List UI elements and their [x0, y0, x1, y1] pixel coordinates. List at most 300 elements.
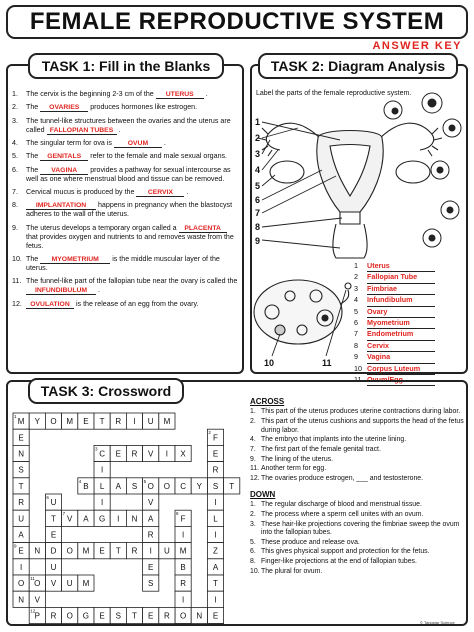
key-label[interactable]: Ovary	[367, 307, 435, 318]
question-text-before: Cervical mucus is produced by the	[26, 187, 135, 196]
crossword-cell[interactable]	[207, 462, 223, 478]
question-11	[12, 277, 240, 295]
crossword-cell[interactable]	[45, 559, 61, 575]
crossword-cell[interactable]	[29, 591, 45, 607]
crossword-cell[interactable]	[175, 478, 191, 494]
crossword-letter: O	[147, 481, 154, 491]
crossword-clue-number: 6	[46, 495, 49, 500]
clue-text: These hair-like projections covering the fimbriae sweep the ovum into the fallopian tubes.	[261, 520, 460, 536]
key-number: 4	[354, 295, 358, 305]
crossword-letter: M	[82, 546, 90, 556]
crossword-cell[interactable]	[13, 510, 29, 526]
crossword-cell[interactable]	[191, 607, 207, 623]
question-6	[12, 166, 240, 184]
crossword-letter: I	[214, 595, 217, 605]
crossword-cell[interactable]	[207, 591, 223, 607]
crossword-cell[interactable]	[45, 607, 61, 623]
key-item-10	[354, 364, 435, 375]
crossword-letter: M	[179, 546, 187, 556]
question-number: 3.	[12, 116, 18, 125]
crossword-cell[interactable]	[29, 413, 45, 429]
crossword-letter: I	[165, 449, 169, 459]
pointer-number-5: 5	[255, 181, 261, 191]
crossword-letter: F	[180, 514, 186, 524]
crossword-cell[interactable]	[110, 543, 126, 559]
answer-blank[interactable]: PLACENTA	[179, 225, 227, 233]
crossword-cell[interactable]	[143, 543, 159, 559]
crossword-clue-number: 2	[208, 430, 211, 436]
crossword-letter: S	[18, 465, 24, 475]
question-text	[26, 277, 240, 295]
pointer-number-1: 1	[255, 117, 261, 127]
crossword-cell[interactable]	[110, 413, 126, 429]
crossword-cell[interactable]	[78, 575, 94, 591]
crossword-cell[interactable]	[78, 478, 94, 494]
crossword-letter: R	[147, 530, 154, 540]
pointer-number-9: 9	[255, 236, 261, 246]
answer-blank[interactable]: MYOMETRIUM	[40, 256, 110, 264]
crossword-cell[interactable]	[13, 462, 29, 478]
down-clue-3	[250, 521, 464, 538]
question-number: 6.	[12, 165, 18, 174]
clue-number: 1.	[250, 408, 256, 416]
crossword-letter: A	[115, 481, 121, 491]
key-label[interactable]: Corpus Luteum	[367, 364, 435, 375]
pointer-number-11: 11	[322, 358, 332, 368]
crossword-cell[interactable]	[13, 591, 29, 607]
crossword-cell[interactable]	[207, 607, 223, 623]
crossword-letter: P	[34, 611, 40, 621]
question-text-after: produces hormones like estrogen.	[90, 103, 198, 112]
down-clue-list	[250, 501, 464, 576]
pointer-number-4: 4	[255, 165, 261, 175]
crossword-cell[interactable]	[62, 413, 78, 429]
crossword-cell[interactable]	[207, 494, 223, 510]
crossword-letter: U	[147, 417, 154, 427]
crossword-letter: U	[50, 498, 57, 508]
crossword-cell[interactable]	[126, 543, 142, 559]
crossword-cell[interactable]	[13, 494, 29, 510]
key-number: 11	[354, 375, 362, 385]
crossword-letter: D	[50, 546, 57, 556]
key-label[interactable]: Fallopian Tube	[367, 272, 435, 283]
pointer-number-3: 3	[255, 149, 261, 159]
across-clue-list	[250, 408, 464, 483]
crossword-cell[interactable]	[94, 607, 110, 623]
question-text-after: is the middle muscular layer of the uterus.	[26, 255, 220, 273]
crossword-cell[interactable]	[159, 478, 175, 494]
crossword-cell[interactable]	[126, 510, 142, 526]
down-clue-2	[250, 511, 464, 519]
across-clue-3	[250, 436, 464, 444]
question-number: 4.	[12, 138, 18, 147]
crossword-clue-number: 9	[14, 543, 17, 549]
down-clue-5	[250, 548, 464, 556]
key-label[interactable]: Infundibulum	[367, 295, 435, 306]
task1-label: TASK 1: Fill in the Blanks	[28, 53, 224, 79]
crossword-cell[interactable]	[29, 607, 45, 623]
question-number: 10.	[12, 255, 22, 263]
crossword-cell[interactable]	[191, 478, 207, 494]
answer-blank[interactable]: INFUNDIBULUM	[26, 287, 96, 295]
crossword-cell[interactable]	[159, 413, 175, 429]
key-label[interactable]: Myometrium	[367, 318, 435, 329]
clue-number: 10.	[250, 567, 260, 575]
crossword-cell[interactable]	[110, 607, 126, 623]
question-12	[12, 300, 240, 309]
question-number: 8.	[12, 201, 18, 210]
question-number: 2.	[12, 103, 18, 112]
crossword-cell[interactable]	[175, 591, 191, 607]
crossword-letter: N	[34, 546, 41, 556]
question-text	[26, 166, 240, 184]
crossword-cell[interactable]	[78, 607, 94, 623]
crossword-cell[interactable]	[13, 445, 29, 461]
crossword-letter: T	[18, 481, 24, 491]
question-text	[26, 300, 240, 309]
crossword-letter: M	[17, 417, 25, 427]
crossword-letter: L	[99, 481, 105, 491]
pointer-number-8: 8	[255, 222, 261, 232]
key-item-4	[354, 295, 435, 306]
crossword-letter: T	[99, 417, 105, 427]
key-item-2	[354, 272, 435, 283]
question-10	[12, 255, 240, 273]
crossword-cell[interactable]	[13, 575, 29, 591]
clue-text: The plural for ovum.	[261, 567, 323, 575]
crossword-letter: I	[19, 562, 23, 572]
across-clue-1	[250, 408, 464, 416]
credit-text: © Tangstar Science	[420, 620, 455, 625]
clue-number: 2.	[250, 510, 256, 518]
crossword-letter: Z	[213, 546, 218, 556]
crossword-letter: E	[212, 449, 219, 459]
crossword-letter: G	[98, 514, 106, 524]
crossword-cell[interactable]	[13, 526, 29, 542]
key-number: 8	[354, 340, 358, 350]
crossword-cell[interactable]	[207, 478, 223, 494]
clue-number: 8.	[250, 558, 256, 566]
crossword-letter: A	[212, 562, 219, 572]
crossword-cell[interactable]	[62, 510, 78, 526]
crossword-cell[interactable]	[126, 607, 142, 623]
crossword-cell[interactable]	[13, 559, 29, 575]
key-item-9	[354, 352, 435, 363]
crossword-letter: V	[50, 579, 57, 589]
crossword-letter: I	[117, 514, 120, 524]
crossword-cell[interactable]	[175, 543, 191, 559]
crossword-cell[interactable]	[159, 607, 175, 623]
pointer-number-6: 6	[255, 195, 261, 205]
question-text	[26, 201, 240, 219]
crossword-cell[interactable]	[207, 575, 223, 591]
crossword-cell[interactable]	[94, 543, 110, 559]
crossword-letter: N	[18, 595, 24, 605]
crossword-cell[interactable]	[207, 445, 223, 461]
crossword-letter: C	[99, 449, 105, 459]
crossword-letter: S	[212, 481, 219, 491]
down-clue-1	[250, 501, 464, 509]
crossword-cell[interactable]	[78, 510, 94, 526]
answer-key-label: ANSWER KEY	[372, 40, 462, 52]
question-text-before: The uterus develops a temporary organ called a	[26, 223, 177, 232]
crossword-letter: E	[212, 611, 219, 621]
crossword-cell[interactable]	[78, 413, 94, 429]
answer-blank[interactable]: UTERUS	[156, 91, 204, 99]
crossword-grid	[12, 412, 252, 624]
crossword-letter: R	[180, 579, 186, 589]
key-label[interactable]: Vagina	[367, 352, 435, 363]
crossword-letter: V	[67, 514, 73, 524]
crossword-cell[interactable]	[110, 445, 126, 461]
crossword-cell[interactable]	[143, 494, 159, 510]
crossword-letter: F	[213, 433, 218, 443]
crossword-letter: G	[82, 611, 90, 621]
question-9	[12, 224, 240, 251]
crossword-cell[interactable]	[13, 543, 29, 559]
key-label[interactable]: Endometrium	[367, 329, 435, 340]
question-2	[12, 103, 240, 112]
answer-blank[interactable]: OVUM	[114, 140, 162, 148]
crossword-cell[interactable]	[45, 575, 61, 591]
across-clue-2	[250, 418, 464, 435]
crossword-cell[interactable]	[94, 478, 110, 494]
crossword-cell[interactable]	[29, 575, 45, 591]
title-banner	[6, 5, 468, 39]
crossword-clue-number: 4	[78, 478, 82, 484]
pointer-number-10: 10	[264, 358, 275, 368]
crossword-cell[interactable]	[175, 445, 191, 461]
crossword-letter: R	[131, 546, 138, 556]
key-number: 3	[354, 283, 358, 293]
crossword-letter: R	[115, 417, 122, 427]
crossword-letter: U	[164, 546, 170, 556]
key-label[interactable]: Uterus	[367, 261, 435, 272]
crossword-letter: R	[50, 611, 57, 621]
key-item-3	[354, 284, 435, 295]
down-heading: DOWN	[250, 489, 276, 499]
crossword-cell[interactable]	[94, 413, 110, 429]
crossword-clue-number: 1	[14, 414, 17, 419]
answer-blank[interactable]: OVARIES	[40, 104, 88, 112]
crossword-cell[interactable]	[62, 607, 78, 623]
crossword-letter: A	[18, 530, 24, 540]
clue-text: Finger-like projections at the end of fallopian tubes.	[261, 558, 417, 566]
crossword-clue-number: 11	[30, 576, 35, 581]
crossword-cell[interactable]	[78, 543, 94, 559]
across-heading: ACROSS	[250, 397, 285, 406]
across-clue-5	[250, 456, 464, 464]
pointer-number-7: 7	[255, 208, 261, 218]
crossword-cell[interactable]	[45, 543, 61, 559]
crossword-letter: U	[66, 579, 73, 589]
crossword-letter: A	[148, 514, 154, 524]
crossword-letter: C	[180, 481, 186, 491]
question-text-before: The	[26, 255, 39, 263]
crossword-cell[interactable]	[207, 429, 223, 445]
crossword-letter: R	[131, 449, 138, 459]
crossword-letter: T	[229, 481, 235, 491]
crossword-letter: I	[214, 498, 217, 508]
down-clue-4	[250, 539, 464, 547]
crossword-letter: I	[100, 498, 104, 508]
crossword-cell[interactable]	[45, 413, 61, 429]
crossword-cell[interactable]	[143, 526, 159, 542]
crossword-cell[interactable]	[126, 478, 142, 494]
clue-number: 3.	[250, 520, 256, 528]
crossword-cell[interactable]	[94, 510, 110, 526]
crossword-cell[interactable]	[143, 559, 159, 575]
crossword-letter: R	[18, 498, 24, 508]
crossword-cell[interactable]	[62, 575, 78, 591]
clue-text: This part of the uterus cushions and supports the head of the fetus during labor.	[261, 418, 464, 434]
clue-number: 11.	[250, 465, 260, 473]
crossword-cell[interactable]	[94, 445, 110, 461]
crossword-letter: O	[17, 579, 25, 589]
key-item-6	[354, 318, 435, 329]
clue-number: 12.	[250, 475, 260, 483]
crossword-letter: V	[34, 595, 40, 605]
crossword-letter: S	[131, 481, 138, 491]
crossword-cell[interactable]	[143, 510, 159, 526]
key-label[interactable]: Cervix	[367, 341, 435, 352]
task3-label: TASK 3: Crossword	[28, 378, 184, 404]
crossword-cell[interactable]	[224, 478, 240, 494]
question-text	[26, 255, 240, 273]
key-item-5	[354, 307, 435, 318]
crossword-clue-number: 3	[95, 446, 98, 452]
crossword-letter: E	[18, 433, 24, 443]
key-number: 7	[354, 329, 358, 339]
crossword-cell[interactable]	[175, 510, 191, 526]
crossword-cell[interactable]	[207, 510, 223, 526]
crossword-letter: S	[148, 579, 154, 589]
key-item-1	[354, 261, 435, 272]
crossword-cell[interactable]	[143, 607, 159, 623]
crossword-cell[interactable]	[94, 462, 110, 478]
crossword-letter: T	[132, 611, 137, 621]
crossword-cell[interactable]	[175, 575, 191, 591]
clue-number: 5.	[250, 538, 256, 546]
crossword-letter: T	[213, 579, 218, 589]
crossword-letter: S	[115, 611, 121, 621]
crossword-letter: V	[148, 449, 154, 459]
crossword-cell[interactable]	[175, 607, 191, 623]
crossword-cell[interactable]	[110, 510, 126, 526]
answer-blank[interactable]: CERVIX	[136, 189, 184, 197]
question-text-before: The singular term for ova is	[26, 138, 112, 147]
clue-number: 1.	[250, 501, 256, 509]
crossword-cell[interactable]	[175, 526, 191, 542]
key-label[interactable]: Ovum/Egg	[367, 375, 435, 386]
crossword-letter: U	[18, 514, 24, 524]
answer-blank[interactable]: GENITALS	[40, 153, 88, 161]
crossword-cell[interactable]	[94, 494, 110, 510]
crossword-letter: A	[83, 514, 89, 524]
clue-text: The ovaries produce estrogen, ___ and testosterone.	[261, 475, 424, 483]
crossword-cell[interactable]	[143, 445, 159, 461]
question-text-after: .	[205, 90, 208, 98]
across-clue-6	[250, 465, 464, 473]
crossword-cell[interactable]	[13, 413, 29, 429]
question-number: 9.	[12, 223, 18, 232]
crossword-letter: B	[83, 481, 89, 491]
question-text	[26, 188, 240, 197]
answer-blank[interactable]: OVULATION	[26, 301, 74, 309]
question-text-after: provides a pathway for sexual intercourse as well as one where menstrual blood and tissue can be removed.	[26, 165, 231, 183]
crossword-cell[interactable]	[29, 543, 45, 559]
clue-text: This part of the uterus produces uterine contractions during labor.	[261, 408, 461, 416]
answer-blank[interactable]: FALLOPIAN TUBES	[47, 127, 117, 135]
crossword-letter: E	[148, 562, 154, 572]
question-number: 5.	[12, 152, 18, 161]
answer-blank[interactable]: IMPLANTATION	[26, 202, 96, 210]
question-text-before: The funnel-like part of the fallopian tube near the ovary is called the	[26, 277, 238, 286]
crossword-cell[interactable]	[13, 478, 29, 494]
crossword-letter: E	[18, 546, 24, 556]
crossword-letter: O	[66, 546, 73, 556]
crossword-letter: O	[34, 579, 41, 589]
clue-text: Another term for egg.	[261, 465, 327, 473]
task1-question-list	[12, 90, 240, 313]
question-text-before: The cervix is the beginning 2-3 cm of the	[26, 90, 154, 98]
crossword-cell[interactable]	[159, 445, 175, 461]
crossword-letter: B	[180, 562, 186, 572]
clue-text: The process where a sperm cell unites with an ovum.	[261, 510, 424, 518]
crossword-cell[interactable]	[13, 429, 29, 445]
crossword-letter: E	[50, 530, 57, 540]
answer-blank[interactable]: VAGINA	[40, 167, 88, 175]
key-number: 6	[354, 318, 358, 328]
task2-instruction: Label the parts of the female reproductive system.	[256, 90, 412, 97]
question-text-before: The	[26, 103, 39, 112]
key-number: 5	[354, 306, 358, 316]
crossword-cell[interactable]	[126, 445, 142, 461]
task2-label: TASK 2: Diagram Analysis	[258, 53, 458, 79]
crossword-cell[interactable]	[143, 478, 159, 494]
crossword-clues	[250, 398, 464, 577]
crossword-letter: E	[148, 611, 154, 621]
crossword-cell[interactable]	[126, 413, 142, 429]
crossword-cell[interactable]	[62, 543, 78, 559]
crossword-cell[interactable]	[207, 559, 223, 575]
crossword-cell[interactable]	[143, 413, 159, 429]
question-text	[26, 139, 240, 148]
crossword-cell[interactable]	[159, 543, 175, 559]
crossword-cell[interactable]	[110, 478, 126, 494]
crossword-cell[interactable]	[207, 543, 223, 559]
crossword-letter: M	[163, 417, 171, 427]
crossword-letter: Y	[196, 481, 202, 491]
clue-text: This gives physical support and protection for the fetus.	[261, 548, 430, 556]
clue-number: 9.	[250, 455, 256, 463]
crossword-letter: V	[148, 498, 154, 508]
crossword-cell[interactable]	[45, 494, 61, 510]
crossword-cell[interactable]	[143, 575, 159, 591]
key-number: 1	[354, 261, 358, 270]
crossword-clue-number: 5	[143, 478, 147, 484]
crossword-cell[interactable]	[45, 510, 61, 526]
key-label[interactable]: Fimbriae	[367, 284, 435, 295]
question-3	[12, 117, 240, 135]
crossword-cell[interactable]	[175, 559, 191, 575]
crossword-letter: O	[163, 481, 171, 491]
question-text-after: is the release of an egg from the ovary.	[75, 299, 199, 308]
crossword-clue-number: 8	[176, 511, 179, 517]
page-title: FEMALE REPRODUCTIVE SYSTEM	[29, 8, 445, 35]
crossword-cell[interactable]	[207, 526, 223, 542]
crossword-cell[interactable]	[45, 526, 61, 542]
